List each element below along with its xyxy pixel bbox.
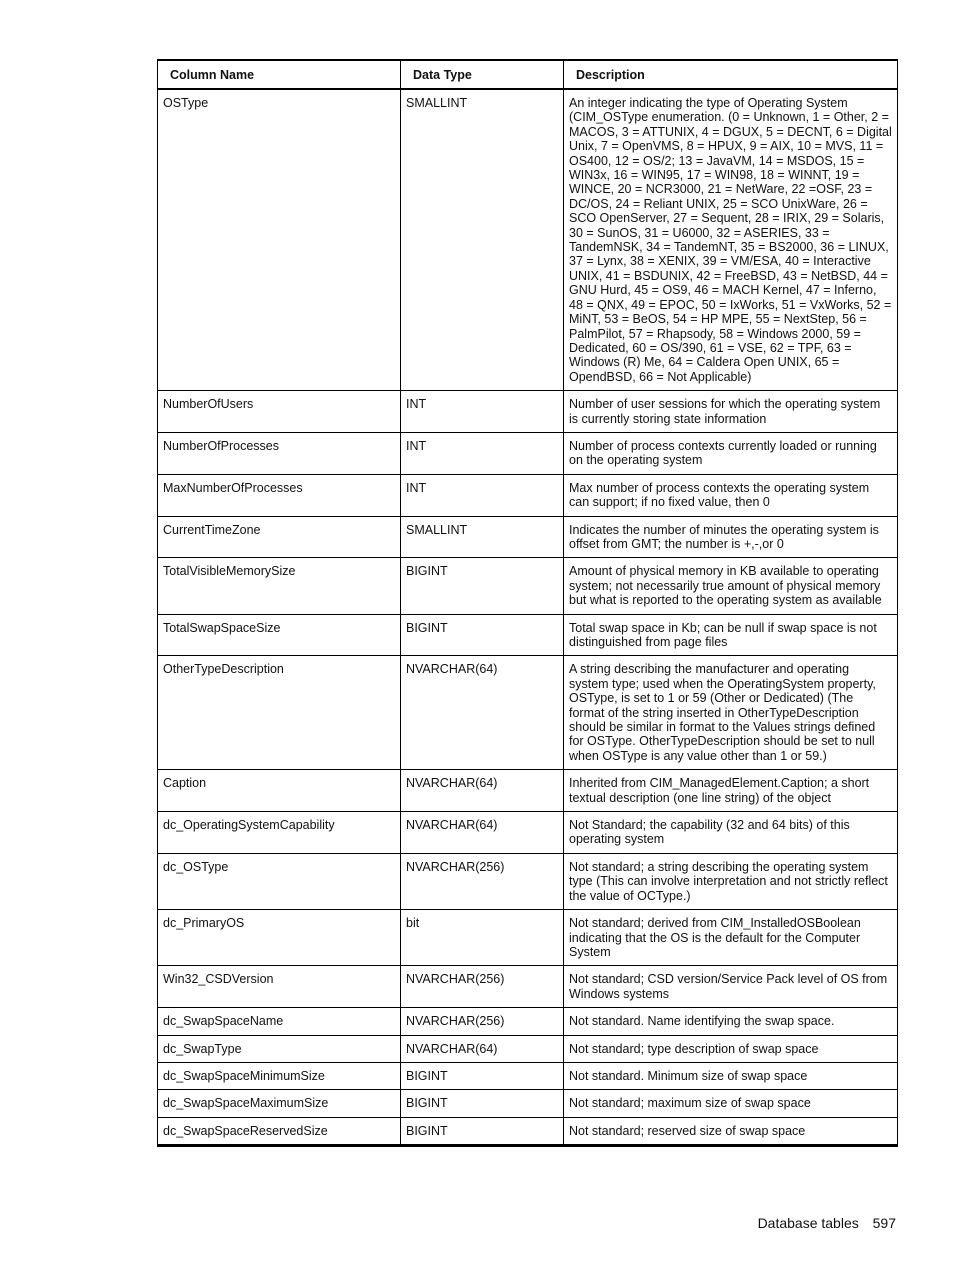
column-name-cell: dc_OSType (158, 853, 401, 909)
column-name-cell: NumberOfUsers (158, 391, 401, 433)
table-row (158, 516, 898, 558)
page-number: 597 (872, 1215, 896, 1231)
page-footer (758, 1215, 896, 1231)
data-type-cell: BIGINT (401, 1117, 564, 1145)
column-name-cell: NumberOfProcesses (158, 432, 401, 474)
column-name-cell: dc_PrimaryOS (158, 910, 401, 966)
description-cell: Not standard. Name identifying the swap space. (564, 1008, 898, 1035)
table-row (158, 910, 898, 966)
column-name-cell: dc_SwapType (158, 1035, 401, 1062)
column-name-cell: dc_SwapSpaceMaximumSize (158, 1090, 401, 1117)
column-name-cell: MaxNumberOfProcesses (158, 474, 401, 516)
table-row (158, 558, 898, 614)
description-cell: Not standard; maximum size of swap space (564, 1090, 898, 1117)
data-type-cell: bit (401, 910, 564, 966)
description-cell: Not standard; type description of swap space (564, 1035, 898, 1062)
data-type-cell: BIGINT (401, 1062, 564, 1089)
description-cell: Not Standard; the capability (32 and 64 bits) of this operating system (564, 812, 898, 854)
table-row (158, 1117, 898, 1145)
table-row (158, 1062, 898, 1089)
description-cell: An integer indicating the type of Operating System (CIM_OSType enumeration. (0 = Unknown, 1 = Other, 2 = MACOS, 3 = ATTUNIX, 4 = DGUX, 5 = DECNT, 6 = Digital Unix, 7 = OpenVMS, 8 = HPUX, 9 = AIX, 10 = MVS, 11 = OS400, 12 = OS/2; 13 = JavaVM, 14 = MSDOS, 15 = WIN3x, 16 = WIN95, 17 = WIN98, 18 = WINNT, 19 = WINCE, 20 = NCR3000, 21 = NetWare, 22 =OSF, 23 = DC/OS, 24 = Reliant UNIX, 25 = SCO UnixWare, 26 = SCO OpenServer, 27 = Sequent, 28 = IRIX, 29 = Solaris, 30 = SunOS, 31 = U6000, 32 = ASERIES, 33 = TandemNSK, 34 = TandemNT, 35 = BS2000, 36 = LINUX, 37 = Lynx, 38 = XENIX, 39 = VM/ESA, 40 = Interactive UNIX, 41 = BSDUNIX, 42 = FreeBSD, 43 = NetBSD, 44 = GNU Hurd, 45 = OS9, 46 = MACH Kernel, 47 = Inferno, 48 = QNX, 49 = EPOC, 50 = IxWorks, 51 = VxWorks, 52 = MiNT, 53 = BeOS, 54 = HP MPE, 55 = NextStep, 56 = PalmPilot, 57 = Rhapsody, 58 = Windows 2000, 59 = Dedicated, 60 = OS/390, 61 = VSE, 62 = TPF, 63 = Windows (R) Me, 64 = Caldera Open UNIX, 65 = OpendBSD, 66 = Not Applicable) (564, 89, 898, 391)
description-cell: Number of user sessions for which the operating system is currently storing state information (564, 391, 898, 433)
description-cell: Not standard; derived from CIM_InstalledOSBoolean indicating that the OS is the default for the Computer System (564, 910, 898, 966)
data-type-cell: INT (401, 391, 564, 433)
column-name-cell: CurrentTimeZone (158, 516, 401, 558)
column-name-cell: OtherTypeDescription (158, 656, 401, 770)
table-row (158, 770, 898, 812)
column-name-header: Column Name (158, 60, 401, 89)
table-row (158, 1090, 898, 1117)
column-name-cell: dc_SwapSpaceReservedSize (158, 1117, 401, 1145)
data-type-cell: NVARCHAR(256) (401, 1008, 564, 1035)
table-row (158, 656, 898, 770)
table-row (158, 853, 898, 909)
table-row (158, 89, 898, 391)
description-cell: Indicates the number of minutes the operating system is offset from GMT; the number is +,-,or 0 (564, 516, 898, 558)
column-name-cell: OSType (158, 89, 401, 391)
data-type-cell: BIGINT (401, 614, 564, 656)
column-name-cell: TotalSwapSpaceSize (158, 614, 401, 656)
footer-section-title: Database tables (757, 1215, 859, 1231)
table-row (158, 391, 898, 433)
data-type-header: Data Type (401, 60, 564, 89)
table-row (158, 812, 898, 854)
description-cell: Not standard; CSD version/Service Pack level of OS from Windows systems (564, 966, 898, 1008)
description-cell: Number of process contexts currently loaded or running on the operating system (564, 432, 898, 474)
description-cell: Not standard; reserved size of swap space (564, 1117, 898, 1145)
description-cell: A string describing the manufacturer and operating system type; used when the OperatingSystem property, OSType, is set to 1 or 59 (Other or Dedicated) (The format of the string inserted in OtherTypeDescription should be similar in format to the Values strings defined for OSType. OtherTypeDescription should be set to null when OSType is any value other than 1 or 59.) (564, 656, 898, 770)
data-type-cell: SMALLINT (401, 516, 564, 558)
column-name-cell: dc_SwapSpaceName (158, 1008, 401, 1035)
data-type-cell: NVARCHAR(64) (401, 1035, 564, 1062)
description-cell: Total swap space in Kb; can be null if swap space is not distinguished from page files (564, 614, 898, 656)
table-body (158, 89, 898, 1146)
table-header-row (158, 60, 898, 89)
column-name-cell: dc_OperatingSystemCapability (158, 812, 401, 854)
data-type-cell: SMALLINT (401, 89, 564, 391)
table-row (158, 432, 898, 474)
data-type-cell: NVARCHAR(64) (401, 656, 564, 770)
column-name-cell: Win32_CSDVersion (158, 966, 401, 1008)
data-type-cell: BIGINT (401, 558, 564, 614)
column-name-cell: TotalVisibleMemorySize (158, 558, 401, 614)
table-row (158, 966, 898, 1008)
table-row (158, 474, 898, 516)
data-type-cell: NVARCHAR(64) (401, 812, 564, 854)
description-cell: Max number of process contexts the operating system can support; if no fixed value, then 0 (564, 474, 898, 516)
data-type-cell: INT (401, 474, 564, 516)
description-cell: Not standard; a string describing the operating system type (This can involve interpretation and not strictly reflect the value of OCType.) (564, 853, 898, 909)
table-row (158, 1035, 898, 1062)
description-cell: Inherited from CIM_ManagedElement.Caption; a short textual description (one line string) of the object (564, 770, 898, 812)
data-type-cell: NVARCHAR(256) (401, 853, 564, 909)
table-row (158, 1008, 898, 1035)
table-row (158, 614, 898, 656)
data-type-cell: BIGINT (401, 1090, 564, 1117)
description-cell: Not standard. Minimum size of swap space (564, 1062, 898, 1089)
database-table (157, 59, 898, 1147)
data-type-cell: INT (401, 432, 564, 474)
description-cell: Amount of physical memory in KB available to operating system; not necessarily true amount of physical memory but what is reported to the operating system as available (564, 558, 898, 614)
column-name-cell: Caption (158, 770, 401, 812)
data-type-cell: NVARCHAR(256) (401, 966, 564, 1008)
column-name-cell: dc_SwapSpaceMinimumSize (158, 1062, 401, 1089)
data-type-cell: NVARCHAR(64) (401, 770, 564, 812)
description-header: Description (564, 60, 898, 89)
